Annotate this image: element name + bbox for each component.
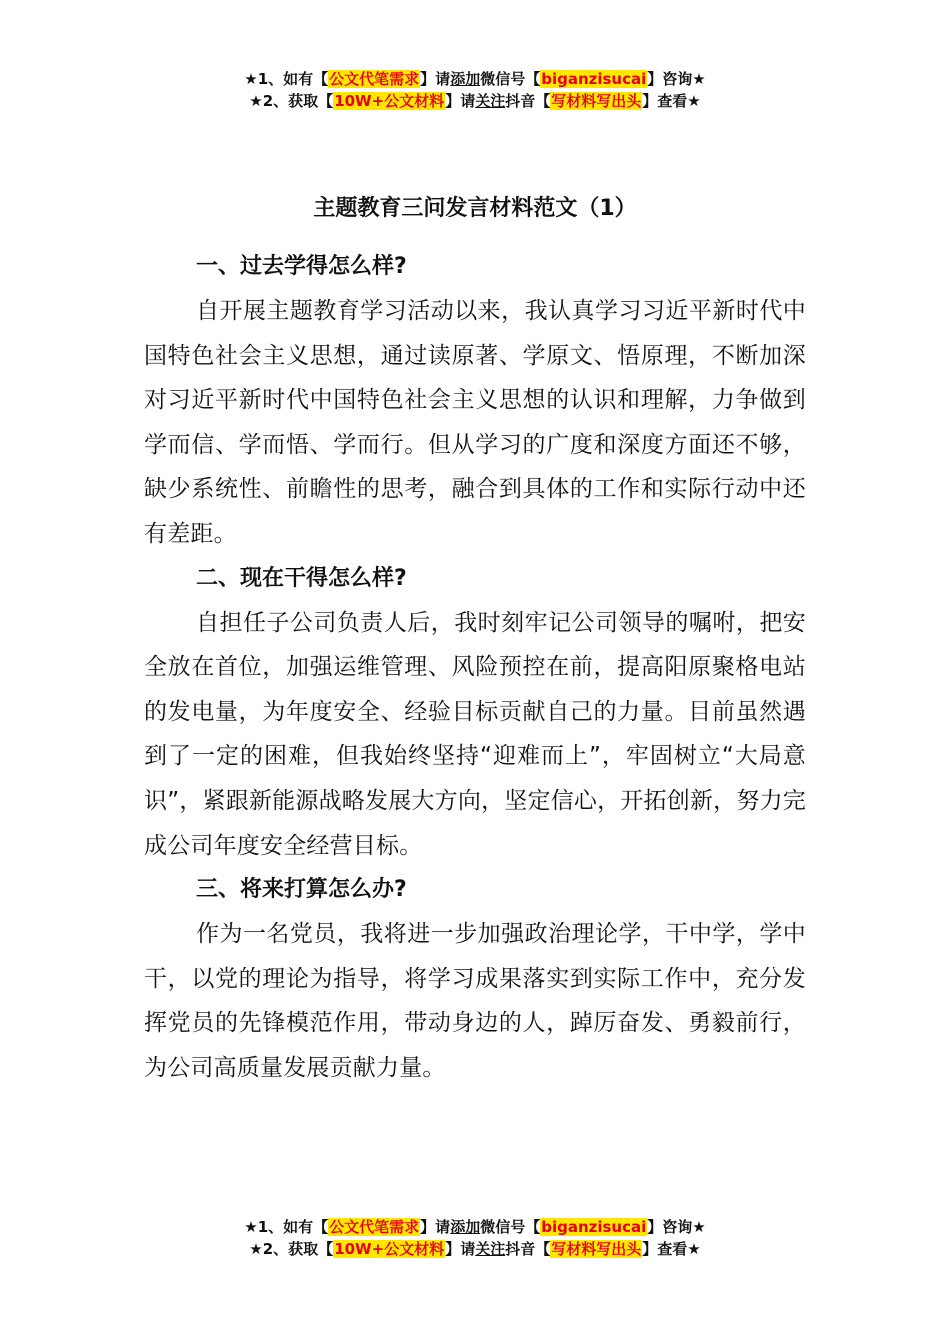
banner-line-2-underlined: 关注 — [475, 92, 506, 110]
bottom-banner-highlight-service: 公文代笔需求 — [329, 1218, 420, 1236]
banner-line-1-suffix: 】咨询★ — [647, 70, 706, 88]
section-paragraph-3: 作为一名党员，我将进一步加强政治理论学，干中学，学中干，以党的理论为指导，将学习成果落实到实际工作中，充分发挥党员的先锋模范作用，带动身边的人，踔厉奋发、勇毅前行，为公司高质量发展贡献力量。 — [144, 921, 806, 1081]
bottom-banner-line-2-suffix: 】查看★ — [642, 1240, 701, 1258]
bottom-banner-line-1-prefix: ★1、如有【 — [244, 1218, 329, 1236]
bottom-banner-line-2-mid2: 抖音【 — [505, 1240, 551, 1258]
banner-line-1-mid2: 微信号【 — [480, 70, 541, 88]
bottom-banner-highlight-materials: 10W+公文材料 — [334, 1240, 445, 1258]
banner-line-2-suffix: 】查看★ — [642, 92, 701, 110]
section-heading-3: 三、将来打算怎么办? — [196, 877, 407, 903]
bottom-banner — [0, 1216, 950, 1260]
banner-line-2-mid2: 抖音【 — [505, 92, 551, 110]
section-heading-1: 一、过去学得怎么样? — [196, 254, 407, 279]
banner-highlight-wechat-id: biganzisucai — [541, 70, 647, 88]
banner-line-2-mid1: 】请 — [445, 92, 476, 110]
section-paragraph-2: 自担任子公司负责人后，我时刻牢记公司领导的嘱咐，把安全放在首位，加强运维管理、风险预控在前，提高阳原聚格电站的发电量，为年度安全、经验目标贡献自己的力量。目前虽然遇到了一定的困难，但我始终坚持“迎难而上”，牢固树立“大局意识”，紧跟新能源战略发展大方向，坚定信心，开拓创新，努力完成公司年度安全经营目标。 — [144, 609, 806, 859]
bottom-banner-highlight-douyin-account: 写材料写出头 — [551, 1240, 642, 1258]
banner-highlight-douyin-account: 写材料写出头 — [551, 92, 642, 110]
bottom-banner-line-2-prefix: ★2、获取【 — [249, 1240, 334, 1258]
section-paragraph-1: 自开展主题教育学习活动以来，我认真学习习近平新时代中国特色社会主义思想，通过读原著、学原文、悟原理，不断加深对习近平新时代中国特色社会主义思想的认识和理解，力争做到学而信、学而悟、学而行。但从学习的广度和深度方面还不够，缺少系统性、前瞻性的思考，融合到具体的工作和实际行动中还有差距。 — [144, 298, 806, 547]
banner-line-1-prefix: ★1、如有【 — [244, 70, 329, 88]
bottom-banner-line-1-underlined: 添加 — [450, 1218, 481, 1236]
bottom-banner-line-2-underlined: 关注 — [475, 1240, 506, 1258]
top-banner — [0, 68, 950, 112]
bottom-banner-line-1-suffix: 】咨询★ — [647, 1218, 706, 1236]
bottom-banner-highlight-wechat-id: biganzisucai — [541, 1218, 647, 1236]
bottom-banner-line-2 — [0, 1238, 950, 1260]
banner-line-2-prefix: ★2、获取【 — [249, 92, 334, 110]
banner-line-1-underlined: 添加 — [450, 70, 481, 88]
section-heading-2: 二、现在干得怎么样? — [196, 565, 407, 591]
document-title: 主题教育三问发言材料范文（1） — [313, 196, 637, 221]
bottom-banner-line-1-mid2: 微信号【 — [480, 1218, 541, 1236]
bottom-banner-line-2-mid1: 】请 — [445, 1240, 476, 1258]
banner-line-2 — [0, 90, 950, 112]
banner-highlight-materials: 10W+公文材料 — [334, 92, 445, 110]
document-body — [144, 245, 806, 1091]
banner-line-1-mid1: 】请 — [420, 70, 451, 88]
bottom-banner-line-1 — [0, 1216, 950, 1238]
banner-line-1 — [0, 68, 950, 90]
banner-highlight-service: 公文代笔需求 — [329, 70, 420, 88]
bottom-banner-line-1-mid1: 】请 — [420, 1218, 451, 1236]
